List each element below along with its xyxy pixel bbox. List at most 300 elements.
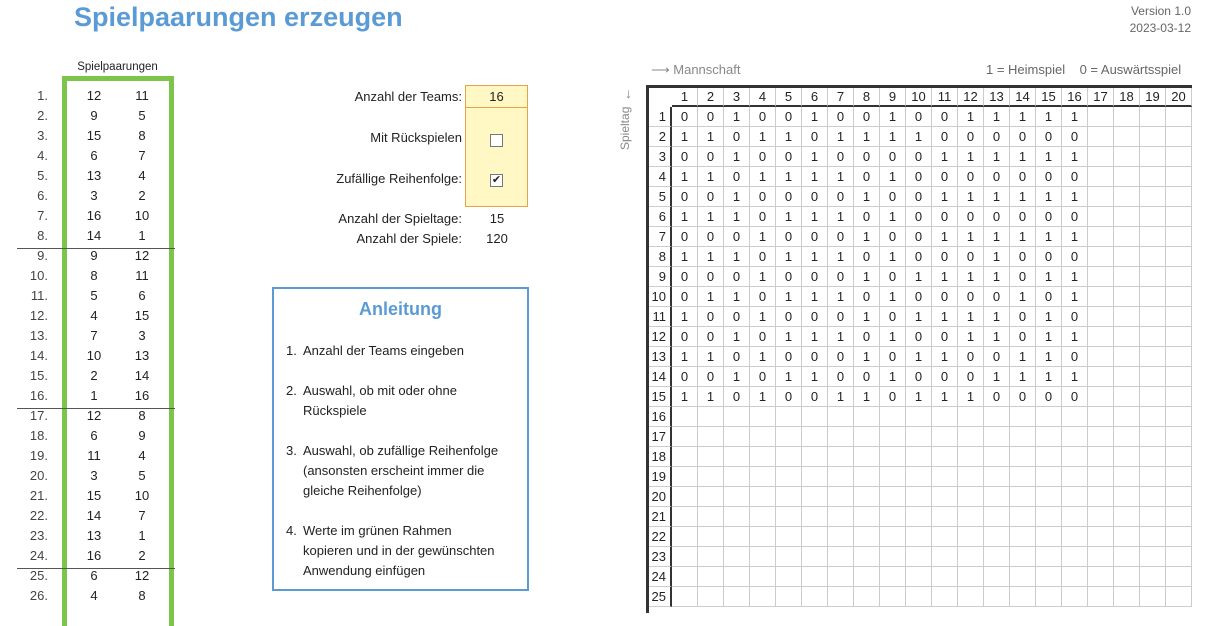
grid-cell[interactable]: 1 (1036, 187, 1062, 207)
grid-cell[interactable] (802, 427, 828, 447)
grid-cell[interactable] (672, 447, 698, 467)
grid-cell[interactable] (1010, 527, 1036, 547)
grid-cell[interactable] (698, 527, 724, 547)
grid-cell[interactable] (1036, 567, 1062, 587)
grid-cell[interactable] (932, 547, 958, 567)
grid-cell[interactable] (776, 407, 802, 427)
grid-cell[interactable] (750, 507, 776, 527)
grid-cell[interactable]: 0 (750, 147, 776, 167)
grid-cell[interactable] (828, 547, 854, 567)
grid-cell[interactable]: 1 (1062, 187, 1088, 207)
grid-cell[interactable] (1036, 587, 1062, 607)
grid-cell[interactable]: 1 (1062, 327, 1088, 347)
grid-cell[interactable]: 0 (984, 127, 1010, 147)
grid-cell[interactable]: 1 (906, 267, 932, 287)
grid-cell[interactable]: 0 (932, 367, 958, 387)
rueckspiele-checkbox[interactable] (490, 134, 503, 147)
grid-cell[interactable]: 1 (932, 307, 958, 327)
grid-cell[interactable] (932, 487, 958, 507)
grid-cell[interactable]: 0 (880, 187, 906, 207)
grid-cell[interactable]: 1 (1036, 327, 1062, 347)
grid-cell[interactable]: 0 (776, 187, 802, 207)
grid-cell[interactable] (984, 447, 1010, 467)
grid-cell[interactable] (698, 447, 724, 467)
grid-cell[interactable]: 0 (750, 287, 776, 307)
grid-cell[interactable] (906, 547, 932, 567)
grid-cell[interactable] (776, 507, 802, 527)
grid-cell[interactable]: 1 (724, 247, 750, 267)
grid-cell[interactable]: 1 (880, 327, 906, 347)
grid-cell[interactable] (1166, 427, 1192, 447)
grid-cell[interactable] (1036, 467, 1062, 487)
grid-cell[interactable] (932, 427, 958, 447)
grid-cell[interactable]: 1 (1036, 147, 1062, 167)
grid-cell[interactable]: 0 (906, 147, 932, 167)
grid-cell[interactable] (1010, 487, 1036, 507)
grid-cell[interactable]: 1 (828, 327, 854, 347)
grid-cell[interactable]: 0 (880, 347, 906, 367)
grid-cell[interactable]: 1 (932, 227, 958, 247)
grid-cell[interactable] (958, 527, 984, 547)
grid-cell[interactable] (1140, 167, 1166, 187)
grid-cell[interactable]: 0 (880, 227, 906, 247)
grid-cell[interactable]: 1 (724, 187, 750, 207)
grid-cell[interactable]: 0 (984, 207, 1010, 227)
grid-cell[interactable]: 0 (1010, 167, 1036, 187)
grid-cell[interactable] (1088, 267, 1114, 287)
grid-cell[interactable]: 1 (776, 327, 802, 347)
grid-cell[interactable]: 0 (750, 187, 776, 207)
grid-cell[interactable] (1088, 227, 1114, 247)
grid-cell[interactable] (1062, 567, 1088, 587)
grid-cell[interactable] (1062, 467, 1088, 487)
grid-cell[interactable]: 0 (672, 227, 698, 247)
grid-cell[interactable]: 1 (1010, 287, 1036, 307)
grid-cell[interactable] (906, 467, 932, 487)
grid-cell[interactable] (1088, 587, 1114, 607)
grid-cell[interactable]: 1 (880, 167, 906, 187)
grid-cell[interactable]: 0 (698, 307, 724, 327)
grid-cell[interactable] (854, 427, 880, 447)
grid-cell[interactable] (1010, 567, 1036, 587)
grid-cell[interactable] (1166, 207, 1192, 227)
grid-cell[interactable] (880, 547, 906, 567)
grid-cell[interactable]: 0 (906, 167, 932, 187)
grid-cell[interactable] (1036, 507, 1062, 527)
grid-cell[interactable]: 0 (750, 247, 776, 267)
grid-cell[interactable]: 1 (1062, 227, 1088, 247)
grid-cell[interactable] (1036, 547, 1062, 567)
grid-cell[interactable]: 1 (906, 347, 932, 367)
grid-cell[interactable] (1114, 127, 1140, 147)
grid-cell[interactable]: 1 (880, 127, 906, 147)
grid-cell[interactable] (776, 567, 802, 587)
grid-cell[interactable] (854, 567, 880, 587)
grid-cell[interactable]: 0 (1062, 207, 1088, 227)
grid-cell[interactable]: 0 (724, 127, 750, 147)
grid-cell[interactable] (1140, 187, 1166, 207)
grid-cell[interactable] (906, 407, 932, 427)
grid-cell[interactable] (1140, 487, 1166, 507)
grid-cell[interactable]: 1 (828, 167, 854, 187)
grid-cell[interactable]: 1 (828, 207, 854, 227)
grid-cell[interactable]: 0 (906, 107, 932, 127)
grid-cell[interactable] (1140, 287, 1166, 307)
grid-cell[interactable] (880, 487, 906, 507)
grid-cell[interactable] (1062, 407, 1088, 427)
grid-cell[interactable]: 1 (854, 307, 880, 327)
grid-cell[interactable]: 0 (828, 107, 854, 127)
grid-cell[interactable]: 1 (1036, 307, 1062, 327)
grid-cell[interactable] (1114, 347, 1140, 367)
grid-cell[interactable] (1140, 147, 1166, 167)
grid-cell[interactable]: 1 (984, 307, 1010, 327)
grid-cell[interactable] (724, 447, 750, 467)
grid-cell[interactable]: 0 (932, 247, 958, 267)
grid-cell[interactable]: 0 (1036, 167, 1062, 187)
grid-cell[interactable]: 1 (984, 147, 1010, 167)
grid-cell[interactable] (724, 407, 750, 427)
grid-cell[interactable] (1166, 387, 1192, 407)
grid-cell[interactable]: 0 (1062, 387, 1088, 407)
grid-cell[interactable]: 1 (724, 207, 750, 227)
grid-cell[interactable]: 0 (802, 127, 828, 147)
grid-cell[interactable] (1088, 147, 1114, 167)
grid-cell[interactable] (854, 407, 880, 427)
grid-cell[interactable] (828, 427, 854, 447)
grid-cell[interactable] (906, 507, 932, 527)
grid-cell[interactable]: 1 (750, 267, 776, 287)
grid-cell[interactable] (958, 567, 984, 587)
grid-cell[interactable] (1140, 587, 1166, 607)
grid-cell[interactable]: 1 (698, 347, 724, 367)
grid-cell[interactable]: 1 (802, 287, 828, 307)
grid-cell[interactable] (1114, 587, 1140, 607)
grid-cell[interactable]: 1 (932, 267, 958, 287)
grid-cell[interactable]: 1 (958, 187, 984, 207)
grid-cell[interactable] (1062, 587, 1088, 607)
grid-cell[interactable] (1166, 587, 1192, 607)
grid-cell[interactable]: 1 (984, 367, 1010, 387)
grid-cell[interactable] (672, 507, 698, 527)
grid-cell[interactable] (802, 587, 828, 607)
grid-cell[interactable] (984, 507, 1010, 527)
grid-cell[interactable]: 1 (776, 127, 802, 147)
grid-cell[interactable]: 0 (880, 387, 906, 407)
grid-cell[interactable]: 1 (906, 387, 932, 407)
grid-cell[interactable]: 1 (984, 187, 1010, 207)
grid-cell[interactable]: 0 (776, 347, 802, 367)
grid-cell[interactable] (1114, 507, 1140, 527)
grid-cell[interactable]: 0 (672, 367, 698, 387)
grid-cell[interactable] (1036, 427, 1062, 447)
grid-cell[interactable]: 1 (1062, 147, 1088, 167)
grid-cell[interactable]: 0 (1010, 207, 1036, 227)
grid-cell[interactable] (828, 447, 854, 467)
grid-cell[interactable]: 1 (880, 107, 906, 127)
grid-cell[interactable] (1114, 227, 1140, 247)
grid-cell[interactable]: 0 (750, 107, 776, 127)
grid-cell[interactable] (1114, 367, 1140, 387)
grid-cell[interactable]: 1 (1010, 347, 1036, 367)
grid-cell[interactable] (1140, 507, 1166, 527)
grid-cell[interactable] (932, 587, 958, 607)
grid-cell[interactable]: 1 (1036, 367, 1062, 387)
grid-cell[interactable] (932, 447, 958, 467)
grid-cell[interactable]: 0 (698, 267, 724, 287)
grid-cell[interactable]: 0 (854, 167, 880, 187)
grid-cell[interactable] (1140, 467, 1166, 487)
grid-cell[interactable]: 1 (1036, 227, 1062, 247)
grid-cell[interactable]: 0 (698, 327, 724, 347)
grid-cell[interactable] (854, 507, 880, 527)
grid-cell[interactable] (672, 467, 698, 487)
grid-cell[interactable]: 1 (1036, 107, 1062, 127)
grid-cell[interactable] (1088, 307, 1114, 327)
grid-cell[interactable]: 0 (828, 347, 854, 367)
grid-cell[interactable] (1140, 347, 1166, 367)
grid-cell[interactable] (1062, 547, 1088, 567)
grid-cell[interactable]: 1 (958, 387, 984, 407)
grid-cell[interactable] (776, 427, 802, 447)
grid-cell[interactable] (880, 427, 906, 447)
grid-cell[interactable] (724, 427, 750, 447)
grid-cell[interactable]: 1 (1036, 347, 1062, 367)
grid-cell[interactable]: 1 (854, 387, 880, 407)
grid-cell[interactable]: 1 (724, 327, 750, 347)
grid-cell[interactable] (724, 587, 750, 607)
grid-cell[interactable]: 1 (932, 147, 958, 167)
grid-cell[interactable] (1166, 567, 1192, 587)
grid-cell[interactable]: 0 (750, 327, 776, 347)
grid-cell[interactable]: 1 (698, 167, 724, 187)
grid-cell[interactable]: 0 (906, 287, 932, 307)
grid-cell[interactable] (1140, 527, 1166, 547)
grid-cell[interactable] (984, 487, 1010, 507)
grid-cell[interactable] (802, 507, 828, 527)
grid-cell[interactable]: 1 (1010, 227, 1036, 247)
grid-cell[interactable] (1140, 387, 1166, 407)
grid-cell[interactable] (854, 487, 880, 507)
grid-cell[interactable]: 0 (906, 207, 932, 227)
grid-cell[interactable] (1114, 387, 1140, 407)
grid-cell[interactable]: 1 (854, 127, 880, 147)
grid-cell[interactable] (984, 407, 1010, 427)
grid-cell[interactable] (984, 567, 1010, 587)
grid-cell[interactable] (776, 487, 802, 507)
grid-cell[interactable]: 1 (802, 367, 828, 387)
grid-cell[interactable] (1088, 287, 1114, 307)
grid-cell[interactable]: 0 (672, 287, 698, 307)
grid-cell[interactable] (1010, 587, 1036, 607)
grid-cell[interactable]: 1 (802, 247, 828, 267)
grid-cell[interactable] (828, 407, 854, 427)
grid-cell[interactable] (1140, 227, 1166, 247)
grid-cell[interactable]: 1 (776, 287, 802, 307)
grid-cell[interactable]: 0 (828, 227, 854, 247)
grid-cell[interactable]: 0 (984, 387, 1010, 407)
grid-cell[interactable] (932, 567, 958, 587)
grid-cell[interactable] (1114, 167, 1140, 187)
grid-cell[interactable] (1140, 407, 1166, 427)
grid-cell[interactable]: 1 (724, 367, 750, 387)
grid-cell[interactable]: 0 (672, 327, 698, 347)
grid-cell[interactable] (932, 407, 958, 427)
grid-cell[interactable]: 1 (854, 347, 880, 367)
grid-cell[interactable]: 0 (958, 347, 984, 367)
grid-cell[interactable] (906, 487, 932, 507)
grid-cell[interactable]: 1 (698, 387, 724, 407)
grid-cell[interactable] (1166, 227, 1192, 247)
grid-cell[interactable]: 0 (776, 147, 802, 167)
grid-cell[interactable] (1088, 127, 1114, 147)
grid-cell[interactable]: 0 (854, 247, 880, 267)
grid-cell[interactable]: 1 (750, 307, 776, 327)
grid-cell[interactable]: 0 (1062, 347, 1088, 367)
grid-cell[interactable]: 1 (880, 367, 906, 387)
grid-cell[interactable] (828, 487, 854, 507)
grid-cell[interactable] (1114, 407, 1140, 427)
grid-cell[interactable] (1166, 307, 1192, 327)
grid-cell[interactable] (698, 567, 724, 587)
grid-cell[interactable]: 0 (776, 107, 802, 127)
grid-cell[interactable]: 1 (672, 127, 698, 147)
grid-cell[interactable] (1140, 547, 1166, 567)
grid-cell[interactable]: 1 (932, 347, 958, 367)
grid-cell[interactable]: 0 (1062, 167, 1088, 187)
grid-cell[interactable]: 1 (906, 127, 932, 147)
grid-cell[interactable] (1114, 427, 1140, 447)
grid-cell[interactable]: 1 (828, 247, 854, 267)
grid-cell[interactable] (1088, 387, 1114, 407)
grid-cell[interactable]: 1 (932, 187, 958, 207)
grid-cell[interactable] (750, 467, 776, 487)
grid-cell[interactable]: 0 (906, 327, 932, 347)
grid-cell[interactable] (1166, 127, 1192, 147)
grid-cell[interactable] (776, 547, 802, 567)
grid-cell[interactable]: 1 (932, 387, 958, 407)
grid-cell[interactable]: 0 (1010, 387, 1036, 407)
grid-cell[interactable] (1088, 527, 1114, 547)
grid-cell[interactable]: 1 (854, 227, 880, 247)
grid-cell[interactable]: 1 (1010, 367, 1036, 387)
grid-cell[interactable]: 0 (984, 287, 1010, 307)
grid-cell[interactable]: 1 (724, 107, 750, 127)
grid-cell[interactable]: 1 (1010, 107, 1036, 127)
grid-cell[interactable] (906, 527, 932, 547)
grid-cell[interactable]: 1 (698, 287, 724, 307)
grid-cell[interactable] (698, 487, 724, 507)
teams-input[interactable]: 16 (489, 89, 504, 104)
grid-cell[interactable]: 1 (1062, 267, 1088, 287)
grid-cell[interactable]: 0 (802, 387, 828, 407)
grid-cell[interactable] (958, 547, 984, 567)
grid-cell[interactable]: 1 (750, 347, 776, 367)
grid-cell[interactable]: 0 (958, 367, 984, 387)
grid-cell[interactable]: 0 (958, 207, 984, 227)
grid-cell[interactable]: 1 (672, 387, 698, 407)
grid-cell[interactable]: 0 (1010, 247, 1036, 267)
grid-cell[interactable] (1166, 547, 1192, 567)
grid-cell[interactable] (1114, 287, 1140, 307)
grid-cell[interactable] (1166, 487, 1192, 507)
grid-cell[interactable]: 0 (1036, 127, 1062, 147)
grid-cell[interactable] (1036, 447, 1062, 467)
grid-cell[interactable] (698, 587, 724, 607)
grid-cell[interactable]: 0 (1010, 307, 1036, 327)
grid-cell[interactable]: 1 (1062, 107, 1088, 127)
grid-cell[interactable]: 1 (750, 227, 776, 247)
grid-cell[interactable] (1010, 507, 1036, 527)
grid-cell[interactable]: 1 (1010, 147, 1036, 167)
grid-cell[interactable] (1088, 107, 1114, 127)
grid-cell[interactable] (776, 467, 802, 487)
grid-cell[interactable] (854, 527, 880, 547)
grid-cell[interactable] (672, 427, 698, 447)
grid-cell[interactable]: 1 (672, 207, 698, 227)
grid-cell[interactable] (880, 407, 906, 427)
grid-cell[interactable]: 1 (1036, 267, 1062, 287)
grid-cell[interactable] (1062, 487, 1088, 507)
grid-cell[interactable]: 0 (880, 147, 906, 167)
grid-cell[interactable] (1166, 367, 1192, 387)
grid-cell[interactable]: 1 (958, 107, 984, 127)
grid-cell[interactable] (1140, 107, 1166, 127)
grid-cell[interactable]: 0 (1036, 287, 1062, 307)
grid-cell[interactable] (1114, 107, 1140, 127)
grid-cell[interactable] (802, 567, 828, 587)
grid-cell[interactable] (724, 467, 750, 487)
grid-cell[interactable]: 0 (1010, 267, 1036, 287)
grid-cell[interactable] (1166, 187, 1192, 207)
grid-cell[interactable]: 1 (958, 147, 984, 167)
grid-cell[interactable] (984, 587, 1010, 607)
grid-cell[interactable] (1062, 427, 1088, 447)
grid-cell[interactable]: 1 (1010, 187, 1036, 207)
grid-cell[interactable]: 0 (724, 227, 750, 247)
grid-cell[interactable] (1166, 107, 1192, 127)
grid-cell[interactable] (1166, 347, 1192, 367)
grid-cell[interactable]: 0 (906, 187, 932, 207)
grid-cell[interactable] (672, 527, 698, 547)
grid-cell[interactable] (1114, 547, 1140, 567)
grid-cell[interactable]: 0 (1036, 387, 1062, 407)
grid-cell[interactable] (802, 527, 828, 547)
grid-cell[interactable]: 0 (776, 307, 802, 327)
grid-cell[interactable] (1088, 407, 1114, 427)
grid-cell[interactable] (672, 567, 698, 587)
grid-cell[interactable]: 0 (932, 207, 958, 227)
grid-cell[interactable] (854, 447, 880, 467)
grid-cell[interactable] (958, 467, 984, 487)
grid-cell[interactable] (958, 587, 984, 607)
grid-cell[interactable] (880, 447, 906, 467)
grid-cell[interactable]: 1 (880, 207, 906, 227)
grid-cell[interactable] (880, 467, 906, 487)
grid-cell[interactable] (724, 547, 750, 567)
grid-cell[interactable]: 0 (932, 107, 958, 127)
grid-cell[interactable] (906, 447, 932, 467)
grid-cell[interactable] (1088, 467, 1114, 487)
grid-cell[interactable]: 1 (776, 367, 802, 387)
grid-cell[interactable]: 0 (698, 187, 724, 207)
grid-cell[interactable]: 1 (984, 107, 1010, 127)
grid-cell[interactable] (1114, 207, 1140, 227)
grid-cell[interactable] (698, 467, 724, 487)
grid-cell[interactable] (1140, 207, 1166, 227)
grid-cell[interactable] (1166, 527, 1192, 547)
grid-cell[interactable] (1088, 327, 1114, 347)
